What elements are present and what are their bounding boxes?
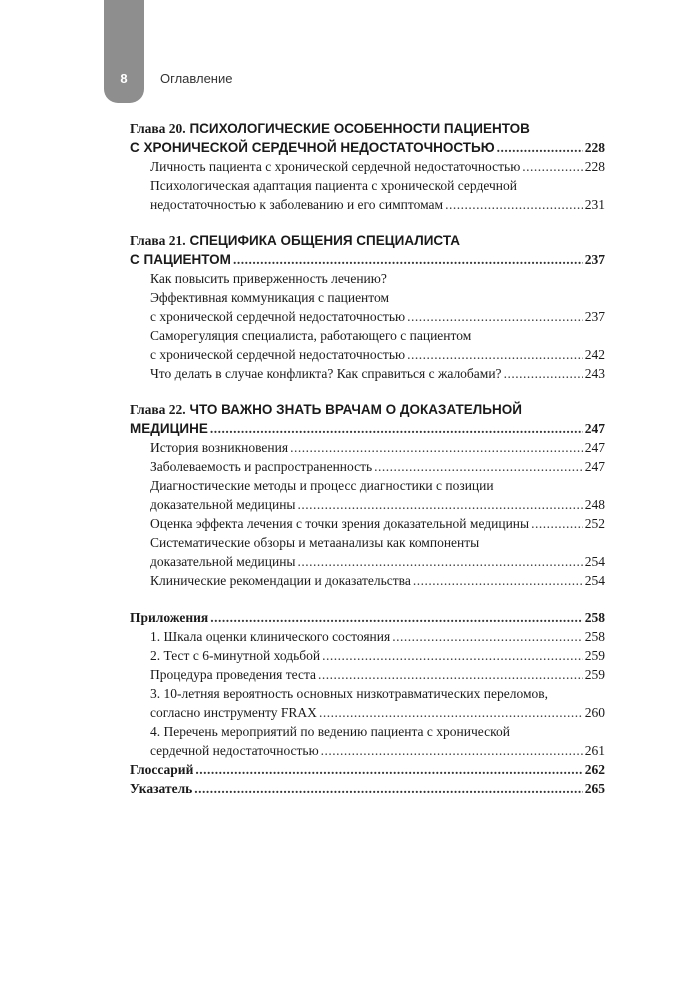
page-ref: 228 [584,140,605,155]
chapter-21 [130,232,605,383]
glossary-row[interactable]: Глоссарий ..... 262 [130,760,605,779]
toc-entry[interactable]: Саморегуляция специалиста, работающего с пациентом с хронической сердечной недостаточностью ..... 242 [130,326,605,364]
toc-entry[interactable]: 1. Шкала оценки клинического состояния ..... 258 [130,627,605,646]
toc-entry[interactable]: Эффективная коммуникация с пациентом с хронической сердечной недостаточностью ..... 237 [130,288,605,326]
table-of-contents [130,120,605,798]
appendix-section [130,608,605,760]
chapter-title-row[interactable]: С ХРОНИЧЕСКОЙ СЕРДЕЧНОЙ НЕДОСТАТОЧНОСТЬЮ ..... 228 [130,138,605,157]
page-ref: 237 [584,252,605,267]
chapter-title-line: Глава 22. ЧТО ВАЖНО ЗНАТЬ ВРАЧАМ О ДОКАЗАТЕЛЬНОЙ [130,402,522,417]
toc-entry[interactable]: Что делать в случае конфликта? Как справиться с жалобами? ..... 243 [130,364,605,383]
page-tab [104,0,144,103]
toc-entry[interactable]: 2. Тест с 6-минутной ходьбой ..... 259 [130,646,605,665]
toc-entry[interactable]: 4. Перечень мероприятий по ведению пациента с хронической сердечной недостаточностью ..... 261 [130,722,605,760]
chapter-title-line: Глава 21. СПЕЦИФИКА ОБЩЕНИЯ СПЕЦИАЛИСТА [130,233,460,248]
toc-entry[interactable]: Процедура проведения теста ..... 259 [130,665,605,684]
chapter-title-line: Глава 20. ПСИХОЛОГИЧЕСКИЕ ОСОБЕННОСТИ ПАЦИЕНТОВ [130,121,530,136]
page-number: 8 [120,71,128,86]
chapter-title-row[interactable]: МЕДИЦИНЕ ..... 247 [130,419,605,438]
running-header-title: Оглавление [160,71,233,86]
toc-entry[interactable]: 3. 10-летняя вероятность основных низкотравматических переломов, согласно инструменту FRAX ..... 260 [130,684,605,722]
chapter-22 [130,401,605,590]
toc-entry[interactable]: Диагностические методы и процесс диагностики с позиции доказательной медицины ..... 248 [130,476,605,514]
toc-entry[interactable]: Как повысить приверженность лечению? [150,271,387,286]
toc-entry[interactable]: Клинические рекомендации и доказательства ..... 254 [130,571,605,590]
toc-entry[interactable]: Оценка эффекта лечения с точки зрения доказательной медицины ..... 252 [130,514,605,533]
page-ref: 247 [584,421,605,436]
toc-entry[interactable]: Психологическая адаптация пациента с хронической сердечной недостаточностью к заболеванию и его симптомам ..... 231 [130,176,605,214]
chapter-20 [130,120,605,214]
toc-entry[interactable]: Заболеваемость и распространенность ..... 247 [130,457,605,476]
appendix-title-row[interactable]: Приложения ..... 258 [130,608,605,627]
toc-entry[interactable]: История возникновения ..... 247 [130,438,605,457]
toc-entry[interactable]: Личность пациента с хронической сердечной недостаточностью ..... 228 [130,157,605,176]
chapter-title-row[interactable]: С ПАЦИЕНТОМ ..... 237 [130,250,605,269]
toc-entry[interactable]: Систематические обзоры и метаанализы как компоненты доказательной медицины ..... 254 [130,533,605,571]
index-row[interactable]: Указатель ..... 265 [130,779,605,798]
